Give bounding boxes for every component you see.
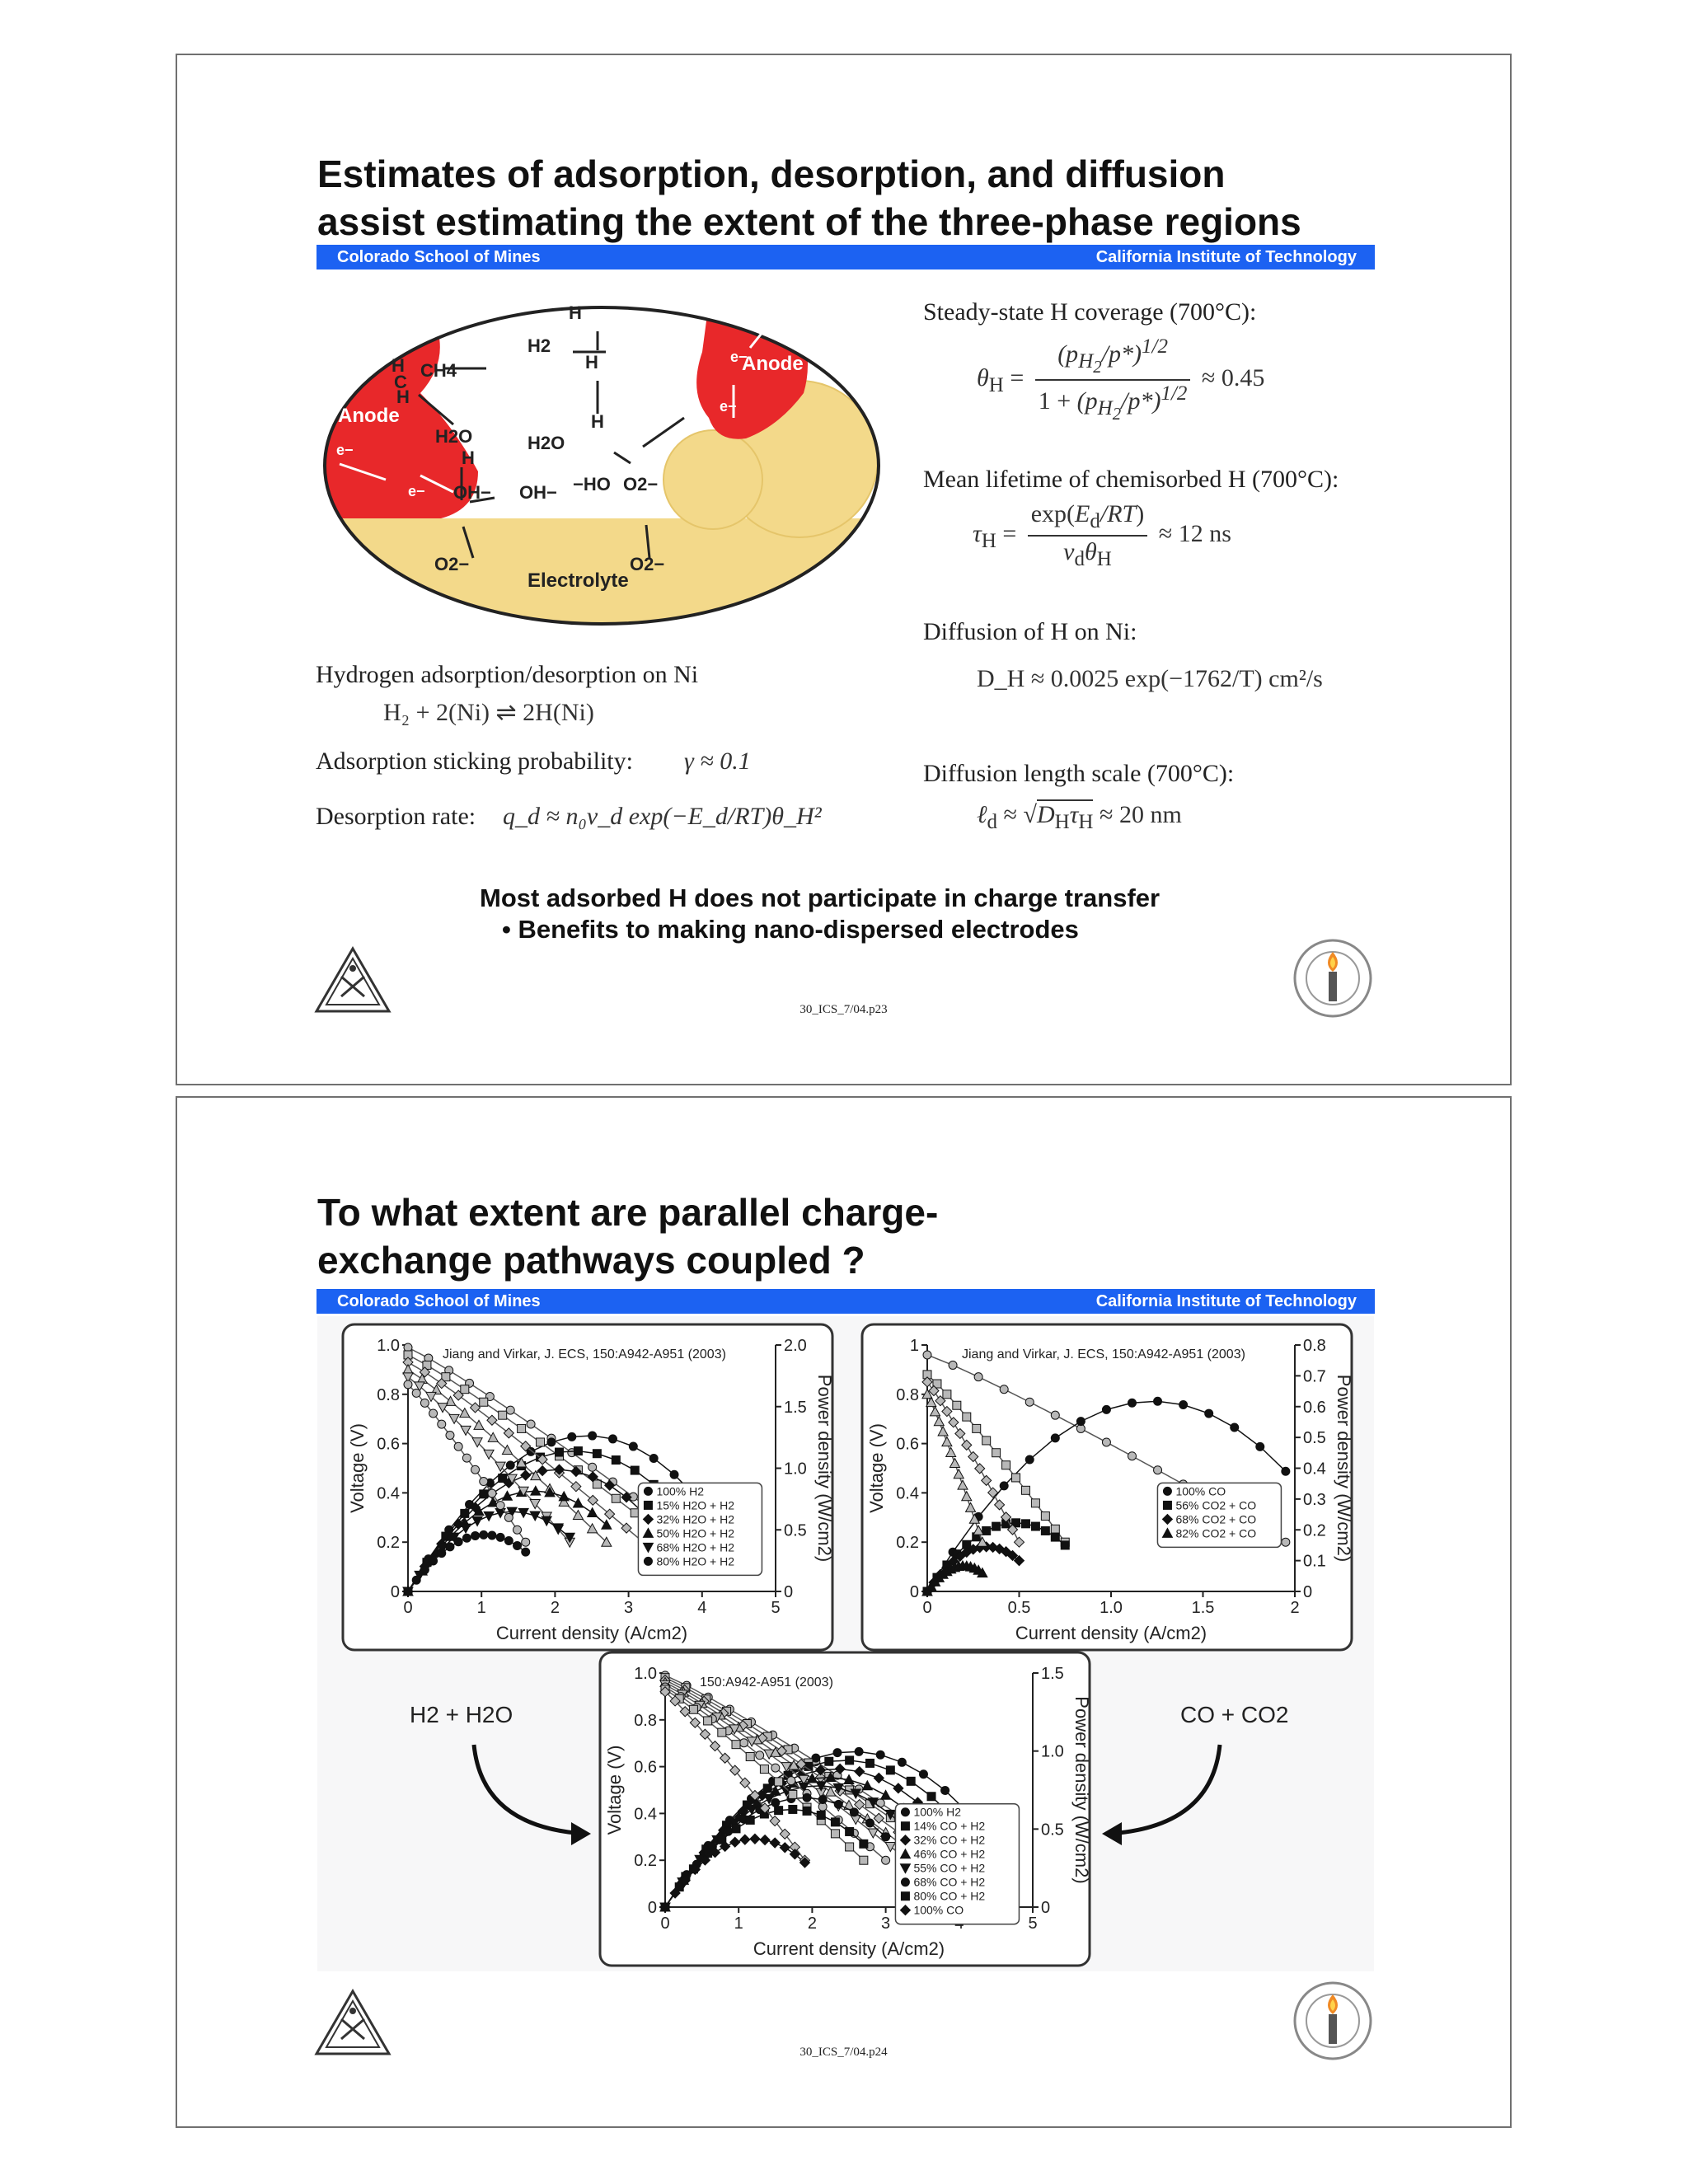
power-point [818, 1795, 827, 1803]
y-tick-label: 0 [390, 1583, 400, 1601]
voltage-point [760, 1765, 768, 1774]
y-tick-label: 0.8 [634, 1711, 657, 1730]
chart-h2-h2o [340, 1322, 835, 1656]
bar-left-label: Colorado School of Mines [337, 248, 541, 266]
y-tick-label: 1.0 [634, 1665, 657, 1683]
bar-left-label: Colorado School of Mines [337, 1292, 541, 1310]
power-point [833, 1749, 842, 1757]
voltage-point [412, 1389, 420, 1397]
voltage-point [1102, 1438, 1110, 1446]
power-point [480, 1490, 488, 1498]
voltage-point [718, 1728, 726, 1736]
chart-source-label: 150:A942-A951 (2003) [700, 1675, 833, 1690]
voltage-point [1282, 1538, 1290, 1546]
left1-label: Hydrogen adsorption/desorption on Ni [316, 661, 699, 688]
h-label-6: H [591, 411, 604, 432]
legend-entry: 68% CO + H2 [913, 1875, 986, 1889]
h-label-5: H [585, 352, 598, 373]
y-tick-label: 0.6 [377, 1435, 400, 1454]
power-point [898, 1758, 906, 1766]
voltage-point [963, 1413, 971, 1421]
voltage-point [522, 1538, 530, 1546]
y2-axis-label: Power density (W/cm2) [1071, 1696, 1092, 1884]
power-point [1051, 1434, 1059, 1442]
power-point [1041, 1526, 1049, 1535]
voltage-point [527, 1420, 535, 1428]
voltage-point [471, 1465, 480, 1474]
voltage-point [446, 1431, 454, 1439]
voltage-point [860, 1856, 868, 1864]
power-point [803, 1807, 811, 1815]
h2-label: H2 [528, 335, 551, 356]
power-point [629, 1442, 637, 1451]
electron-label-4: e− [730, 349, 748, 365]
y2-tick-label: 0.7 [1303, 1367, 1326, 1386]
power-point [732, 1825, 740, 1833]
power-point [886, 1766, 894, 1774]
power-point [471, 1531, 480, 1540]
voltage-point [1031, 1499, 1039, 1507]
x-axis-label: Current density (A/cm2) [753, 1938, 945, 1959]
label-h2-h2o: H2 + H2O [410, 1702, 513, 1727]
eq4-value: ≈ 20 nm [1099, 801, 1182, 828]
x-tick-label: 0 [922, 1599, 932, 1617]
legend-entry: 55% CO + H2 [913, 1861, 986, 1875]
voltage-point [974, 1373, 982, 1381]
c-label: C [394, 372, 407, 392]
voltage-point [846, 1843, 854, 1851]
legend-entry: 80% H2O + H2 [656, 1554, 735, 1568]
voltage-point [1041, 1511, 1049, 1520]
slide-title-line2: assist estimating the extent of the three-phase regions [317, 200, 1301, 243]
electrolyte-label: Electrolyte [528, 569, 629, 592]
power-point [488, 1531, 496, 1540]
y-axis-label: Voltage (V) [866, 1423, 887, 1513]
voltage-point [537, 1438, 545, 1446]
y-tick-label: 1 [909, 1337, 919, 1355]
power-point [1076, 1418, 1085, 1426]
slide-title-line1: Estimates of adsorption, desorption, and diffusion [317, 152, 1226, 195]
power-point [763, 1784, 771, 1793]
voltage-point [949, 1361, 957, 1369]
ho-label: −HO [573, 474, 611, 494]
eq4: ℓ$_d$ ≈ $√D_H\tau_H \approx 20$ nm [977, 801, 1182, 833]
legend-entry: 50% H2O + H2 [656, 1526, 735, 1540]
voltage-point [732, 1741, 740, 1749]
x-tick-label: 1 [476, 1599, 486, 1617]
voltage-point [982, 1436, 991, 1445]
institution-bar [316, 1289, 1375, 1314]
legend-marker [1163, 1501, 1171, 1509]
h2o-label-1: H2O [435, 426, 473, 447]
y2-tick-label: 0.8 [1303, 1337, 1326, 1355]
power-point [496, 1533, 504, 1541]
power-point [547, 1438, 556, 1446]
power-point [420, 1566, 429, 1574]
x-tick-label: 2 [550, 1599, 560, 1617]
y2-tick-label: 1.5 [1041, 1665, 1064, 1683]
legend-entry: 68% H2O + H2 [656, 1540, 735, 1554]
power-point [803, 1793, 811, 1802]
voltage-point [953, 1401, 961, 1409]
voltage-point [831, 1830, 839, 1838]
h-label-3: H [462, 448, 475, 468]
label-co-co2: CO + CO2 [1180, 1702, 1289, 1727]
slide-footer: 30_ICS_7/04.p23 [799, 1003, 888, 1016]
voltage-point [992, 1449, 1001, 1457]
y2-tick-label: 0.5 [1041, 1821, 1064, 1840]
y2-axis-label: Power density (W/cm2) [814, 1374, 835, 1563]
legend-entry: 80% CO + H2 [913, 1889, 986, 1903]
power-point [446, 1543, 454, 1551]
y-tick-label: 0.4 [634, 1805, 657, 1824]
eq2-value: ≈ 12 ns [1158, 519, 1231, 547]
y2-tick-label: 1.0 [784, 1460, 807, 1479]
electron-label-2: e− [408, 483, 425, 499]
legend-entry: 15% H2O + H2 [656, 1498, 735, 1512]
power-point [876, 1750, 884, 1759]
voltage-point [499, 1411, 507, 1419]
power-point [1025, 1455, 1034, 1464]
y-tick-label: 0.2 [634, 1852, 657, 1871]
eq3-value: D_H ≈ 0.0025 exp(−1762/T) cm²/s [977, 665, 1323, 692]
voltage-point [612, 1494, 620, 1502]
y2-tick-label: 0.1 [1303, 1552, 1326, 1571]
slide-title-line1: To what extent are parallel charge- [317, 1191, 939, 1234]
y-tick-label: 0.6 [634, 1758, 657, 1777]
y2-tick-label: 0.2 [1303, 1521, 1326, 1540]
voltage-point [404, 1380, 412, 1389]
bar-right-label: California Institute of Technology [1095, 1292, 1357, 1310]
voltage-point [496, 1502, 504, 1510]
eq2: $\tau_H$ = $\frac{\exp(E_d/RT)}{\nu_d\theta_H}$ ≈ 12 ns [973, 500, 1231, 570]
x-tick-label: 1.5 [1191, 1599, 1215, 1617]
power-point [588, 1432, 597, 1440]
y2-tick-label: 0 [1041, 1899, 1051, 1917]
x-tick-label: 5 [1028, 1915, 1038, 1933]
power-point [907, 1777, 915, 1785]
power-point [1205, 1409, 1213, 1418]
electron-label-3: e− [720, 398, 737, 415]
power-point [1256, 1442, 1264, 1451]
voltage-point [1021, 1486, 1029, 1494]
y-axis-label: Voltage (V) [347, 1423, 368, 1513]
y2-tick-label: 1.5 [784, 1398, 807, 1417]
power-point [855, 1747, 863, 1755]
eq2-label: Mean lifetime of chemisorbed H (700°C): [923, 466, 1339, 493]
legend-marker [644, 1501, 652, 1509]
slide-title-line2: exchange pathways coupled ? [317, 1239, 865, 1282]
y2-tick-label: 1.0 [1041, 1742, 1064, 1761]
power-point [927, 1793, 935, 1801]
bar-right-label: California Institute of Technology [1095, 248, 1357, 266]
voltage-point [506, 1406, 514, 1414]
power-point [631, 1466, 639, 1474]
voltage-point [923, 1351, 931, 1359]
voltage-point [882, 1856, 890, 1864]
eq1-value: ≈ 0.45 [1201, 363, 1265, 391]
power-point [670, 1470, 678, 1479]
legend-entry: 100% H2 [913, 1805, 962, 1819]
x-axis-label: Current density (A/cm2) [1015, 1623, 1207, 1643]
chart-source-label: Jiang and Virkar, J. ECS, 150:A942-A951 (2003) [962, 1347, 1245, 1361]
power-point [513, 1541, 522, 1549]
voltage-point [593, 1480, 601, 1488]
voltage-point [973, 1424, 981, 1432]
power-point [1051, 1533, 1059, 1541]
power-point [941, 1786, 950, 1794]
o2-label-2: O2− [623, 474, 659, 494]
y2-axis-label: Power density (W/cm2) [1334, 1374, 1354, 1563]
power-point [461, 1509, 469, 1517]
legend-entry: 100% CO [913, 1903, 964, 1917]
power-point [771, 1798, 780, 1807]
power-point [574, 1447, 582, 1455]
y2-tick-label: 0.6 [1303, 1398, 1326, 1417]
left1-eq: H₂ + 2(Ni) ⇌ 2H(Ni) [383, 699, 594, 726]
x-tick-label: 1.0 [1100, 1599, 1123, 1617]
voltage-point [689, 1705, 697, 1713]
voltage-point [454, 1442, 462, 1451]
x-axis-label: Current density (A/cm2) [495, 1623, 688, 1643]
power-point [480, 1530, 488, 1539]
power-point [831, 1818, 839, 1826]
y2-tick-label: 2.0 [784, 1337, 807, 1355]
arrow-left-curve [449, 1736, 598, 1860]
left2-eq: γ ≈ 0.1 [684, 748, 751, 775]
power-point [593, 1450, 601, 1458]
legend-marker [644, 1557, 652, 1565]
y-tick-label: 0 [909, 1583, 919, 1601]
chart-h2-co-mixtures [598, 1650, 1092, 1971]
voltage-point [740, 1739, 748, 1747]
voltage-point [1002, 1461, 1010, 1469]
power-point [438, 1549, 446, 1558]
electron-label-1: e− [336, 442, 354, 458]
power-point [825, 1757, 833, 1765]
y-tick-label: 0.2 [377, 1534, 400, 1553]
power-point [860, 1840, 868, 1848]
legend-entry: 100% H2 [656, 1484, 705, 1498]
power-point [846, 1756, 854, 1765]
eq1: $\theta_H$ = $\frac{(p_{H_2}/p*)^{1/2}}{1 + (p_{H_2}/p*)^{1/2}}$ ≈ 0.45 [977, 335, 1265, 424]
legend-entry: 68% CO2 + CO [1175, 1512, 1257, 1526]
power-point [504, 1537, 513, 1545]
legend-marker [901, 1822, 909, 1830]
arrow-right-curve [1092, 1736, 1240, 1860]
legend-entry: 56% CO2 + CO [1175, 1498, 1257, 1512]
power-point [1000, 1482, 1008, 1490]
voltage-point [771, 1764, 780, 1772]
voltage-point [588, 1463, 597, 1471]
x-tick-label: 4 [697, 1599, 707, 1617]
power-point [412, 1576, 420, 1584]
voltage-point [1000, 1385, 1008, 1394]
voltage-point [438, 1420, 446, 1428]
voltage-point [789, 1790, 797, 1798]
power-point [882, 1833, 890, 1841]
legend-marker [901, 1808, 909, 1816]
x-tick-label: 3 [881, 1915, 891, 1933]
o2-label-1: O2− [434, 554, 470, 574]
oh-label-2: OH− [519, 482, 557, 503]
voltage-point [1051, 1525, 1059, 1533]
y2-tick-label: 0.5 [784, 1521, 807, 1540]
y-tick-label: 0.8 [896, 1385, 919, 1404]
h-label-1: H [392, 355, 405, 376]
slide-footer: 30_ICS_7/04.p24 [799, 2046, 888, 2059]
power-point [1154, 1397, 1162, 1405]
left2-label: Adsorption sticking probability: [316, 748, 633, 775]
legend-entry: 32% CO + H2 [913, 1833, 986, 1847]
voltage-point [1154, 1466, 1162, 1474]
voltage-point [518, 1424, 526, 1432]
legend-entry: 32% H2O + H2 [656, 1512, 735, 1526]
voltage-point [488, 1489, 496, 1497]
legend-marker [1163, 1487, 1171, 1495]
y-tick-label: 0.4 [896, 1484, 919, 1503]
y2-tick-label: 0.5 [1303, 1429, 1326, 1448]
power-point [462, 1534, 471, 1542]
y-tick-label: 0.2 [896, 1534, 919, 1553]
legend-marker [644, 1487, 652, 1495]
y2-tick-label: 0 [1303, 1583, 1313, 1601]
power-point [608, 1435, 617, 1443]
y-tick-label: 0.6 [896, 1435, 919, 1454]
power-point [555, 1448, 563, 1456]
x-tick-label: 5 [771, 1599, 781, 1617]
voltage-point [1128, 1452, 1136, 1460]
voltage-point [1012, 1474, 1020, 1482]
power-point [612, 1456, 620, 1465]
note-line1: Most adsorbed H does not participate in charge transfer [480, 883, 1160, 912]
h-label-2: H [396, 387, 410, 407]
x-tick-label: 3 [624, 1599, 634, 1617]
x-tick-label: 0.5 [1007, 1599, 1031, 1617]
legend-entry: 14% CO + H2 [913, 1819, 986, 1833]
legend-marker [901, 1878, 909, 1886]
o2-label-3: O2− [630, 554, 665, 574]
power-point [834, 1800, 842, 1808]
voltage-point [461, 1385, 469, 1394]
voltage-point [480, 1478, 488, 1486]
voltage-point [787, 1777, 795, 1785]
voltage-point [462, 1454, 471, 1462]
x-tick-label: 0 [660, 1915, 670, 1933]
power-point [506, 1461, 514, 1469]
power-point [865, 1759, 874, 1767]
x-tick-label: 0 [403, 1599, 413, 1617]
power-point [1231, 1423, 1239, 1432]
voltage-point [746, 1753, 754, 1761]
power-point [817, 1811, 825, 1820]
y-tick-label: 0.4 [377, 1484, 400, 1503]
power-point [454, 1538, 462, 1546]
chart-source-label: Jiang and Virkar, J. ECS, 150:A942-A951 (2003) [443, 1347, 726, 1361]
legend-entry: 46% CO + H2 [913, 1847, 986, 1861]
voltage-point [775, 1778, 783, 1786]
left3-label: Desorption rate: [316, 803, 476, 830]
slide-2 [176, 1096, 1512, 2128]
voltage-point [480, 1398, 488, 1406]
power-point [1061, 1541, 1069, 1549]
three-phase-diagram [321, 302, 882, 632]
power-point [1282, 1467, 1290, 1475]
eq1-label: Steady-state H coverage (700°C): [923, 298, 1257, 326]
x-tick-label: 1 [734, 1915, 743, 1933]
power-point [522, 1548, 530, 1556]
y-tick-label: 0.8 [377, 1385, 400, 1404]
power-point [789, 1805, 797, 1813]
power-point [404, 1587, 412, 1596]
power-point [746, 1816, 754, 1824]
legend-entry: 100% CO [1175, 1484, 1226, 1498]
left3-eq: q_d ≈ n₀ν_d exp(−E_d/RT)θ_H² [503, 803, 822, 830]
voltage-point [429, 1409, 438, 1418]
oh-label-1: OH− [453, 482, 491, 503]
eq4-label: Diffusion length scale (700°C): [923, 760, 1235, 787]
power-point [850, 1808, 858, 1816]
power-point [846, 1827, 854, 1835]
y2-tick-label: 0.3 [1303, 1490, 1326, 1509]
power-point [919, 1770, 927, 1779]
note-line2: • Benefits to making nano-dispersed electrodes [502, 915, 1079, 944]
y-tick-label: 0 [647, 1899, 657, 1917]
voltage-point [420, 1399, 429, 1407]
x-tick-label: 2 [1290, 1599, 1300, 1617]
h2o-label-2: H2O [528, 433, 565, 453]
anode-right-label: Anode [742, 353, 804, 375]
h-label-4: H [569, 302, 582, 323]
power-point [1102, 1405, 1110, 1413]
power-point [775, 1807, 783, 1815]
power-point [992, 1522, 1001, 1530]
power-point [568, 1432, 576, 1441]
legend-marker [901, 1892, 909, 1900]
y-axis-label: Voltage (V) [604, 1745, 625, 1835]
voltage-point [504, 1513, 513, 1521]
institution-bar [316, 245, 1375, 269]
anode-left-label: Anode [338, 405, 400, 427]
ch4-label: CH4 [420, 360, 457, 381]
eq3-label: Diffusion of H on Ni: [923, 618, 1137, 645]
legend-entry: 82% CO2 + CO [1175, 1526, 1257, 1540]
voltage-point [513, 1526, 522, 1534]
power-point [1128, 1399, 1136, 1407]
voltage-point [1025, 1398, 1034, 1406]
power-point [982, 1526, 991, 1535]
y-tick-label: 1.0 [377, 1337, 400, 1355]
voltage-point [756, 1751, 764, 1760]
power-point [649, 1454, 658, 1462]
power-point [429, 1557, 438, 1565]
voltage-point [943, 1390, 951, 1399]
voltage-point [704, 1717, 712, 1725]
power-point [1031, 1522, 1039, 1530]
x-tick-label: 2 [807, 1915, 817, 1933]
slide-1 [176, 54, 1512, 1085]
power-point [865, 1819, 874, 1827]
y2-tick-label: 0 [784, 1583, 794, 1601]
y2-tick-label: 0.4 [1303, 1460, 1326, 1479]
voltage-point [1051, 1411, 1059, 1419]
chart-co-co2 [860, 1322, 1354, 1656]
power-point [1021, 1520, 1029, 1528]
power-point [1179, 1400, 1188, 1408]
